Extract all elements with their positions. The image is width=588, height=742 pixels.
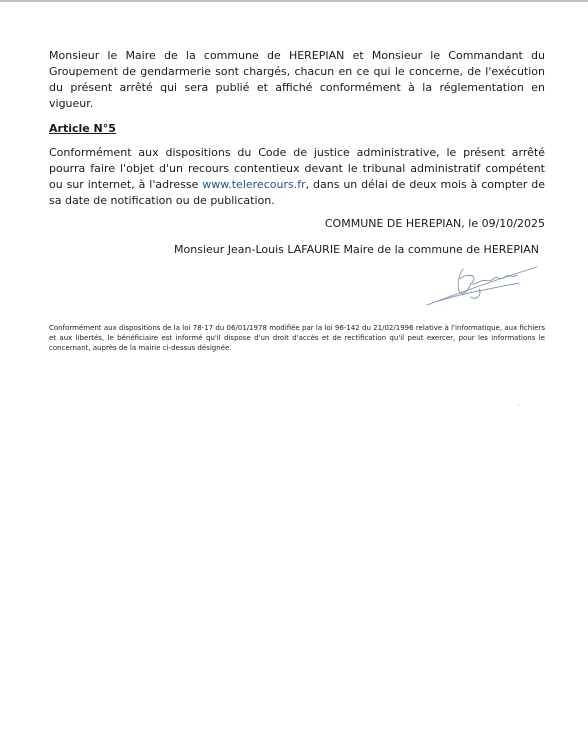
appeal-paragraph [49,145,545,209]
signature-icon [419,261,545,311]
appeal-text-end: , dans un délai de deux mois à compter de sa date de notification ou de publication. [49,178,545,207]
page-top-border [0,0,588,2]
document-page [49,48,545,353]
appeal-text-start: Conformément aux dispositions du Code de justice administrative, le présent arrêté pourra faire l'objet d'un recours contentieux devant le tribunal administratif compétent ou sur internet, à l'adresse [49,146,545,191]
signature-area [49,261,545,313]
scan-speck [518,404,520,406]
article-heading: Article N°5 [49,122,116,135]
execution-paragraph: Monsieur le Maire de la commune de HEREPIAN et Monsieur le Commandant du Groupement de gendarmerie sont chargés, chacun en ce qui le concerne, de l'exécution du présent arrêté qui sera publié et affiché conformément à la réglementation en vigueur. [49,49,545,110]
signatory-line: Monsieur Jean-Louis LAFAURIE Maire de la commune de HEREPIAN [174,243,539,256]
place-date-line: COMMUNE DE HEREPIAN, le 09/10/2025 [324,217,545,230]
data-protection-notice: Conformément aux dispositions de la loi 78-17 du 06/01/1978 modifiée par la loi 96-142 du 21/02/1996 relative à l'informatique, aux fichiers et aux libertés, le bénéficiaire est informé qu'il dispose d'un droit d'accès et de rectification qu'il peut exercer, pour les informations le concernant, auprès de la mairie ci-dessus désignée. [49,324,545,352]
telerecours-link[interactable]: www.telerecours.fr [202,178,306,191]
